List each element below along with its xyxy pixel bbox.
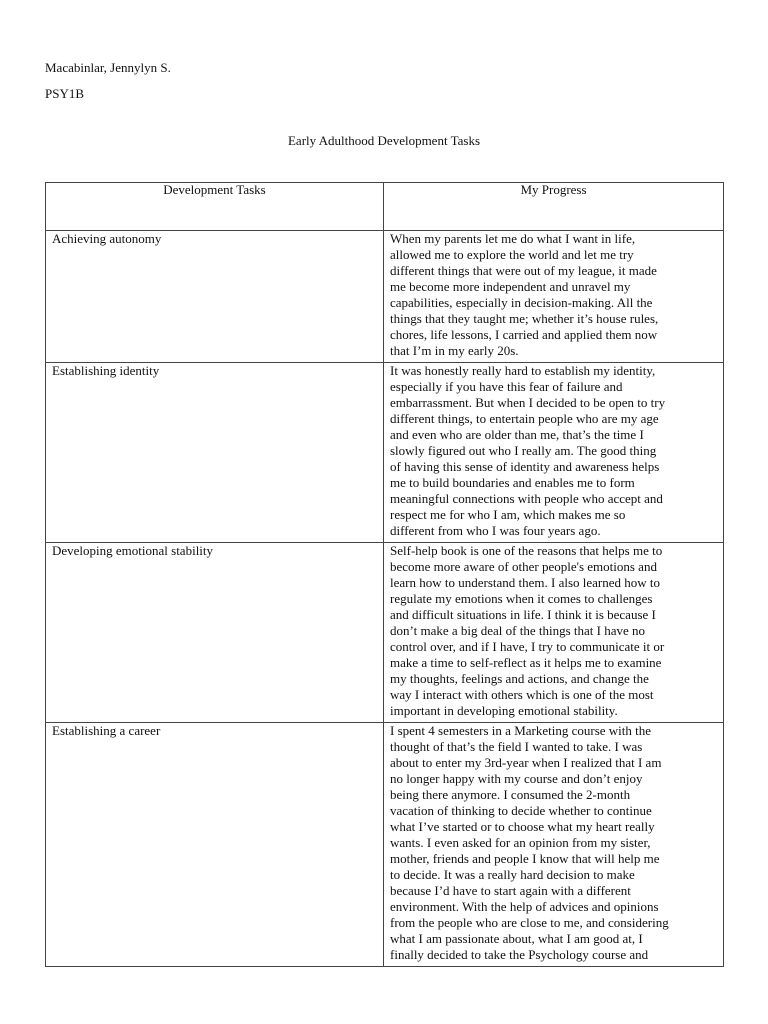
task-cell: Achieving autonomy	[46, 231, 384, 363]
progress-line: different from who I was four years ago.	[390, 523, 601, 538]
progress-cell	[384, 543, 724, 723]
progress-line: allowed me to explore the world and let me try	[390, 247, 634, 262]
progress-line: When my parents let me do what I want in life,	[390, 231, 636, 246]
progress-line: from the people who are close to me, and considering	[390, 915, 669, 930]
progress-line: respect me for who I am, which makes me so	[390, 507, 626, 522]
progress-line: regulate my emotions when it comes to challenges	[390, 591, 653, 606]
progress-line: I spent 4 semesters in a Marketing course with the	[390, 723, 652, 738]
progress-line: Self-help book is one of the reasons that helps me to	[390, 543, 663, 558]
progress-line: thought of that’s the field I wanted to take. I was	[390, 739, 643, 754]
progress-line: finally decided to take the Psychology course and	[390, 947, 649, 962]
progress-line: make a time to self-reflect as it helps me to examine	[390, 655, 662, 670]
progress-line: especially if you have this fear of failure and	[390, 379, 623, 394]
task-cell: Establishing identity	[46, 363, 384, 543]
progress-line: chores, life lessons, I carried and applied them now	[390, 327, 658, 342]
progress-line: important in developing emotional stability.	[390, 703, 618, 718]
task-cell: Establishing a career	[46, 723, 384, 967]
page-title: Early Adulthood Development Tasks	[287, 133, 481, 148]
progress-line: what I’ve started or to choose what my heart really	[390, 819, 655, 834]
progress-line: embarrassment. But when I decided to be open to try	[390, 395, 666, 410]
task-cell: Developing emotional stability	[46, 543, 384, 723]
progress-line: about to enter my 3rd-year when I realized that I am	[390, 755, 662, 770]
table-header-row	[46, 183, 724, 231]
table-row	[46, 723, 724, 967]
progress-line: and difficult situations in life. I think it is because I	[390, 607, 656, 622]
table-row	[46, 231, 724, 363]
column-header-tasks: Development Tasks	[46, 183, 384, 231]
progress-line: slowly figured out who I really am. The good thing	[390, 443, 657, 458]
progress-line: that I’m in my early 20s.	[390, 343, 519, 358]
progress-line: vacation of thinking to decide whether to continue	[390, 803, 652, 818]
progress-line: environment. With the help of advices and opinions	[390, 899, 659, 914]
progress-line: It was honestly really hard to establish my identity,	[390, 363, 656, 378]
progress-line: control over, and if I have, I try to communicate it or	[390, 639, 665, 654]
course-code: PSY1B	[45, 86, 85, 101]
progress-line: way I interact with others which is one of the most	[390, 687, 654, 702]
table-row	[46, 543, 724, 723]
development-tasks-table	[45, 182, 724, 967]
progress-line: no longer happy with my course and don’t enjoy	[390, 771, 643, 786]
progress-line: things that they taught me; whether it’s house rules,	[390, 311, 659, 326]
progress-cell	[384, 363, 724, 543]
progress-line: become more aware of other people's emotions and	[390, 559, 657, 574]
column-header-progress: My Progress	[384, 183, 724, 231]
progress-cell	[384, 723, 724, 967]
progress-line: me become more independent and unravel my	[390, 279, 631, 294]
progress-line: being there anymore. I consumed the 2-month	[390, 787, 631, 802]
progress-line: meaningful connections with people who accept and	[390, 491, 663, 506]
progress-line: and even who are older than me, that’s the time I	[390, 427, 644, 442]
progress-line: different things, to entertain people who are my age	[390, 411, 659, 426]
author-name: Macabinlar, Jennylyn S.	[45, 60, 171, 75]
progress-line: me to build boundaries and enables me to form	[390, 475, 635, 490]
progress-line: different things that were out of my league, it made	[390, 263, 657, 278]
progress-line: what I am passionate about, what I am good at, I	[390, 931, 643, 946]
progress-line: wants. I even asked for an opinion from my sister,	[390, 835, 651, 850]
progress-line: learn how to understand them. I also learned how to	[390, 575, 661, 590]
progress-line: capabilities, especially in decision-making. All the	[390, 295, 653, 310]
progress-line: of having this sense of identity and awareness helps	[390, 459, 660, 474]
table-row	[46, 363, 724, 543]
progress-line: because I’d have to start again with a different	[390, 883, 631, 898]
table-body	[46, 231, 724, 967]
progress-line: to decide. It was a really hard decision to make	[390, 867, 635, 882]
progress-line: mother, friends and people I know that will help me	[390, 851, 660, 866]
progress-line: don’t make a big deal of the things that I have no	[390, 623, 645, 638]
progress-line: my thoughts, feelings and actions, and change the	[390, 671, 649, 686]
progress-cell	[384, 231, 724, 363]
